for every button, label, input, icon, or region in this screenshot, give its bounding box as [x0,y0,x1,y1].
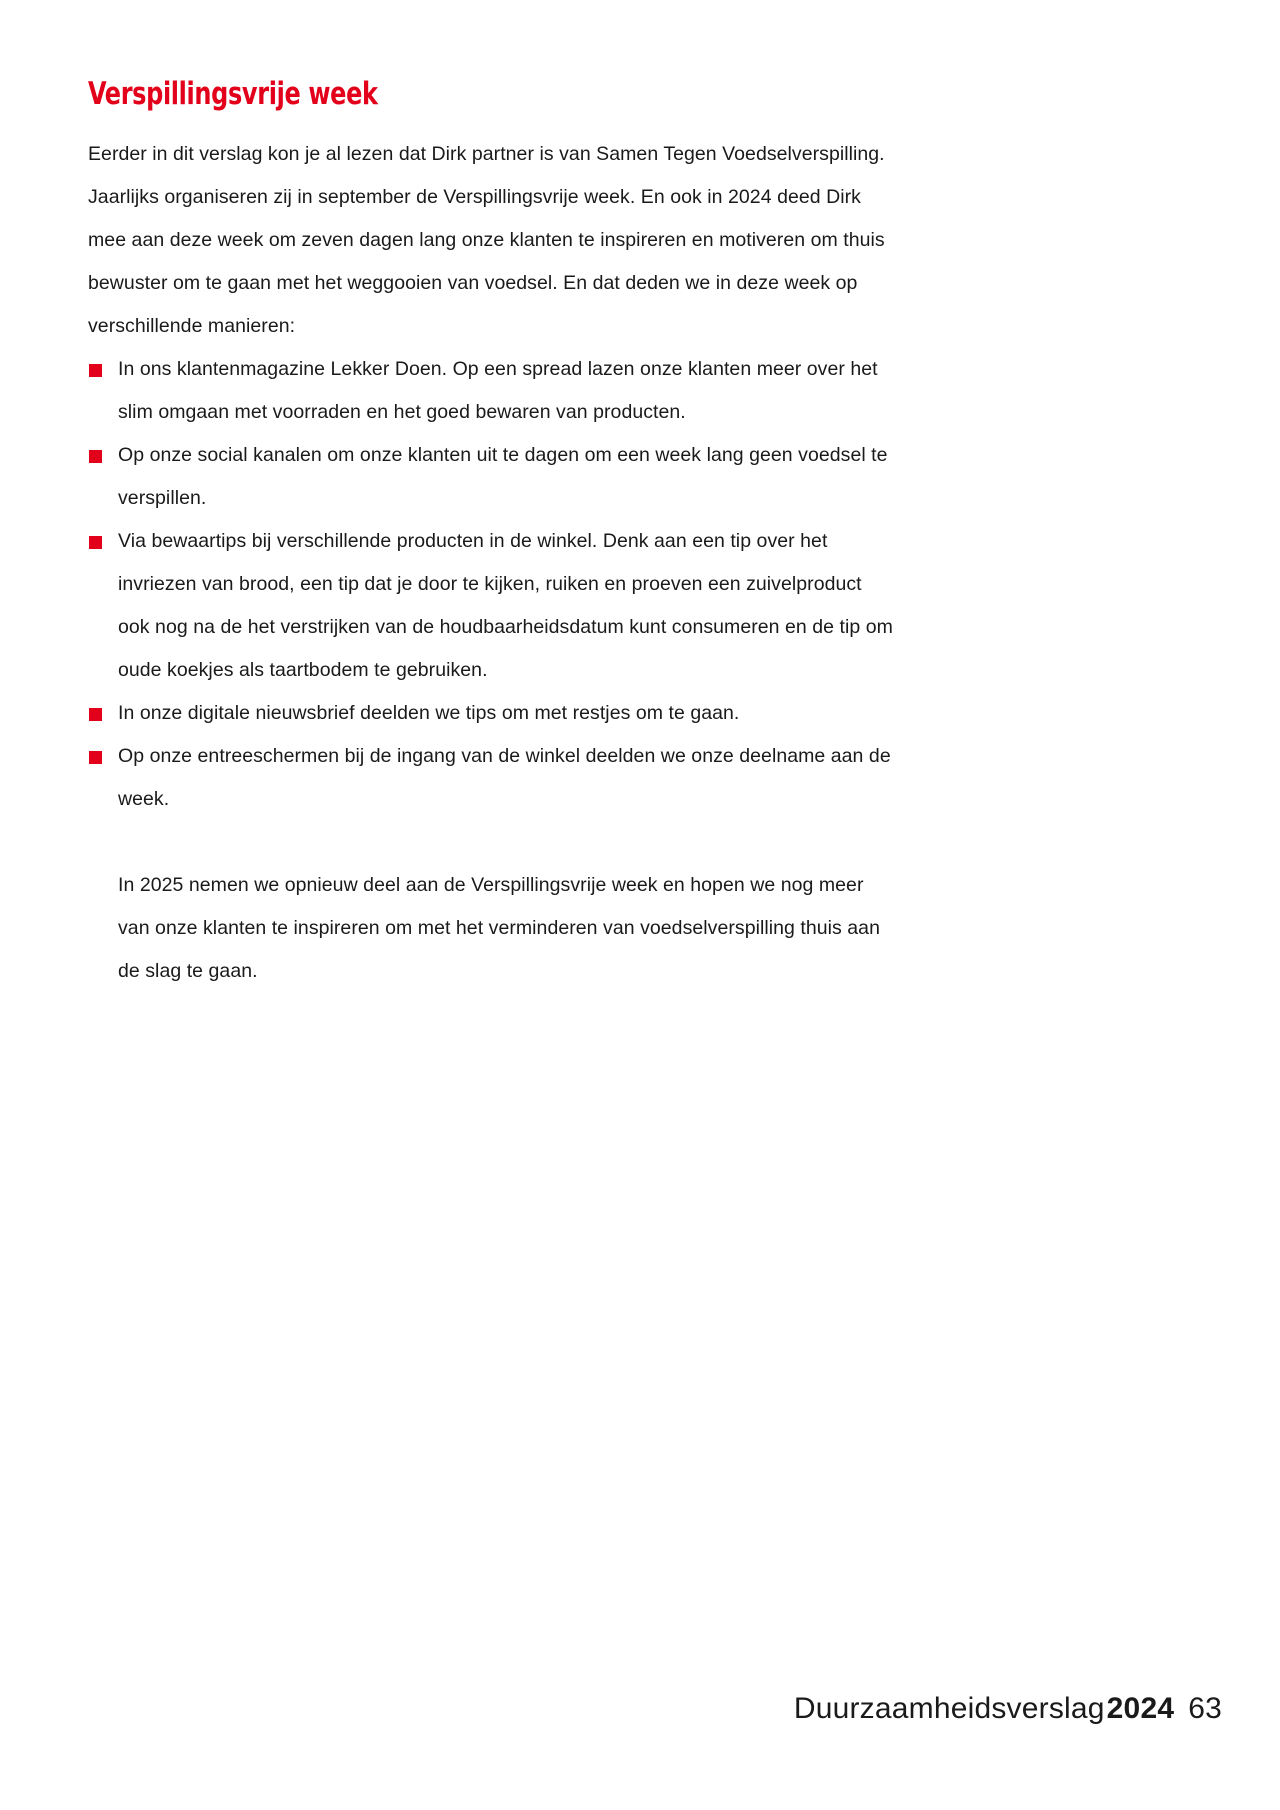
list-item-text: In onze digitale nieuwsbrief deelden we tips om met restjes om te gaan. [118,701,740,724]
bullet-list [88,348,898,821]
page-number: 63 [1188,1692,1222,1725]
paragraph-spacer [88,821,898,864]
intro-paragraph-block [88,133,898,348]
footer-label: Duurzaamheidsverslag [793,1692,1105,1725]
list-item [88,735,898,821]
list-item [88,692,898,735]
red-square-bullet-icon [89,450,102,463]
list-item-text: In ons klantenmagazine Lekker Doen. Op een spread lazen onze klanten meer over het slim omgaan met voorraden en het goed bewaren van producten. [118,357,878,423]
list-item-text: Via bewaartips bij verschillende producten in de winkel. Denk aan een tip over het invriezen van brood, een tip dat je door te kijken, ruiken en proeven een zuivelproduct ook nog na de het verstrijken van de houdbaarheidsdatum kunt consumeren en de tip om oude koekjes als taartbodem te gebruiken. [118,529,893,681]
list-item [88,520,898,692]
list-item-text: Op onze entreeschermen bij de ingang van de winkel deelden we onze deelname aan de week. [118,744,891,810]
page-content [88,78,898,993]
page-footer [0,1694,1222,1724]
red-square-bullet-icon [89,751,102,764]
red-square-bullet-icon [89,364,102,377]
page-title: Verspillingsvrije week [88,76,378,112]
intro-paragraph: Eerder in dit verslag kon je al lezen dat Dirk partner is van Samen Tegen Voedselverspilling. Jaarlijks organiseren zij in september de Verspillingsvrije week. En ook in 2024 deed Dirk mee aan deze week om zeven dagen lang onze klanten te inspireren en motiveren om thuis bewuster om te gaan met het weggooien van voedsel. En dat deden we in deze week op verschillende manieren: [88,142,885,337]
list-item [88,434,898,520]
closing-paragraph: In 2025 nemen we opnieuw deel aan de Verspillingsvrije week en hopen we nog meer van onze klanten te inspireren om met het verminderen van voedselverspilling thuis aan de slag te gaan. [118,873,880,982]
red-square-bullet-icon [89,708,102,721]
red-square-bullet-icon [89,536,102,549]
list-item-text: Op onze social kanalen om onze klanten uit te dagen om een week lang geen voedsel te verspillen. [118,443,888,509]
list-item [88,348,898,434]
footer-year: 2024 [1106,1692,1175,1725]
